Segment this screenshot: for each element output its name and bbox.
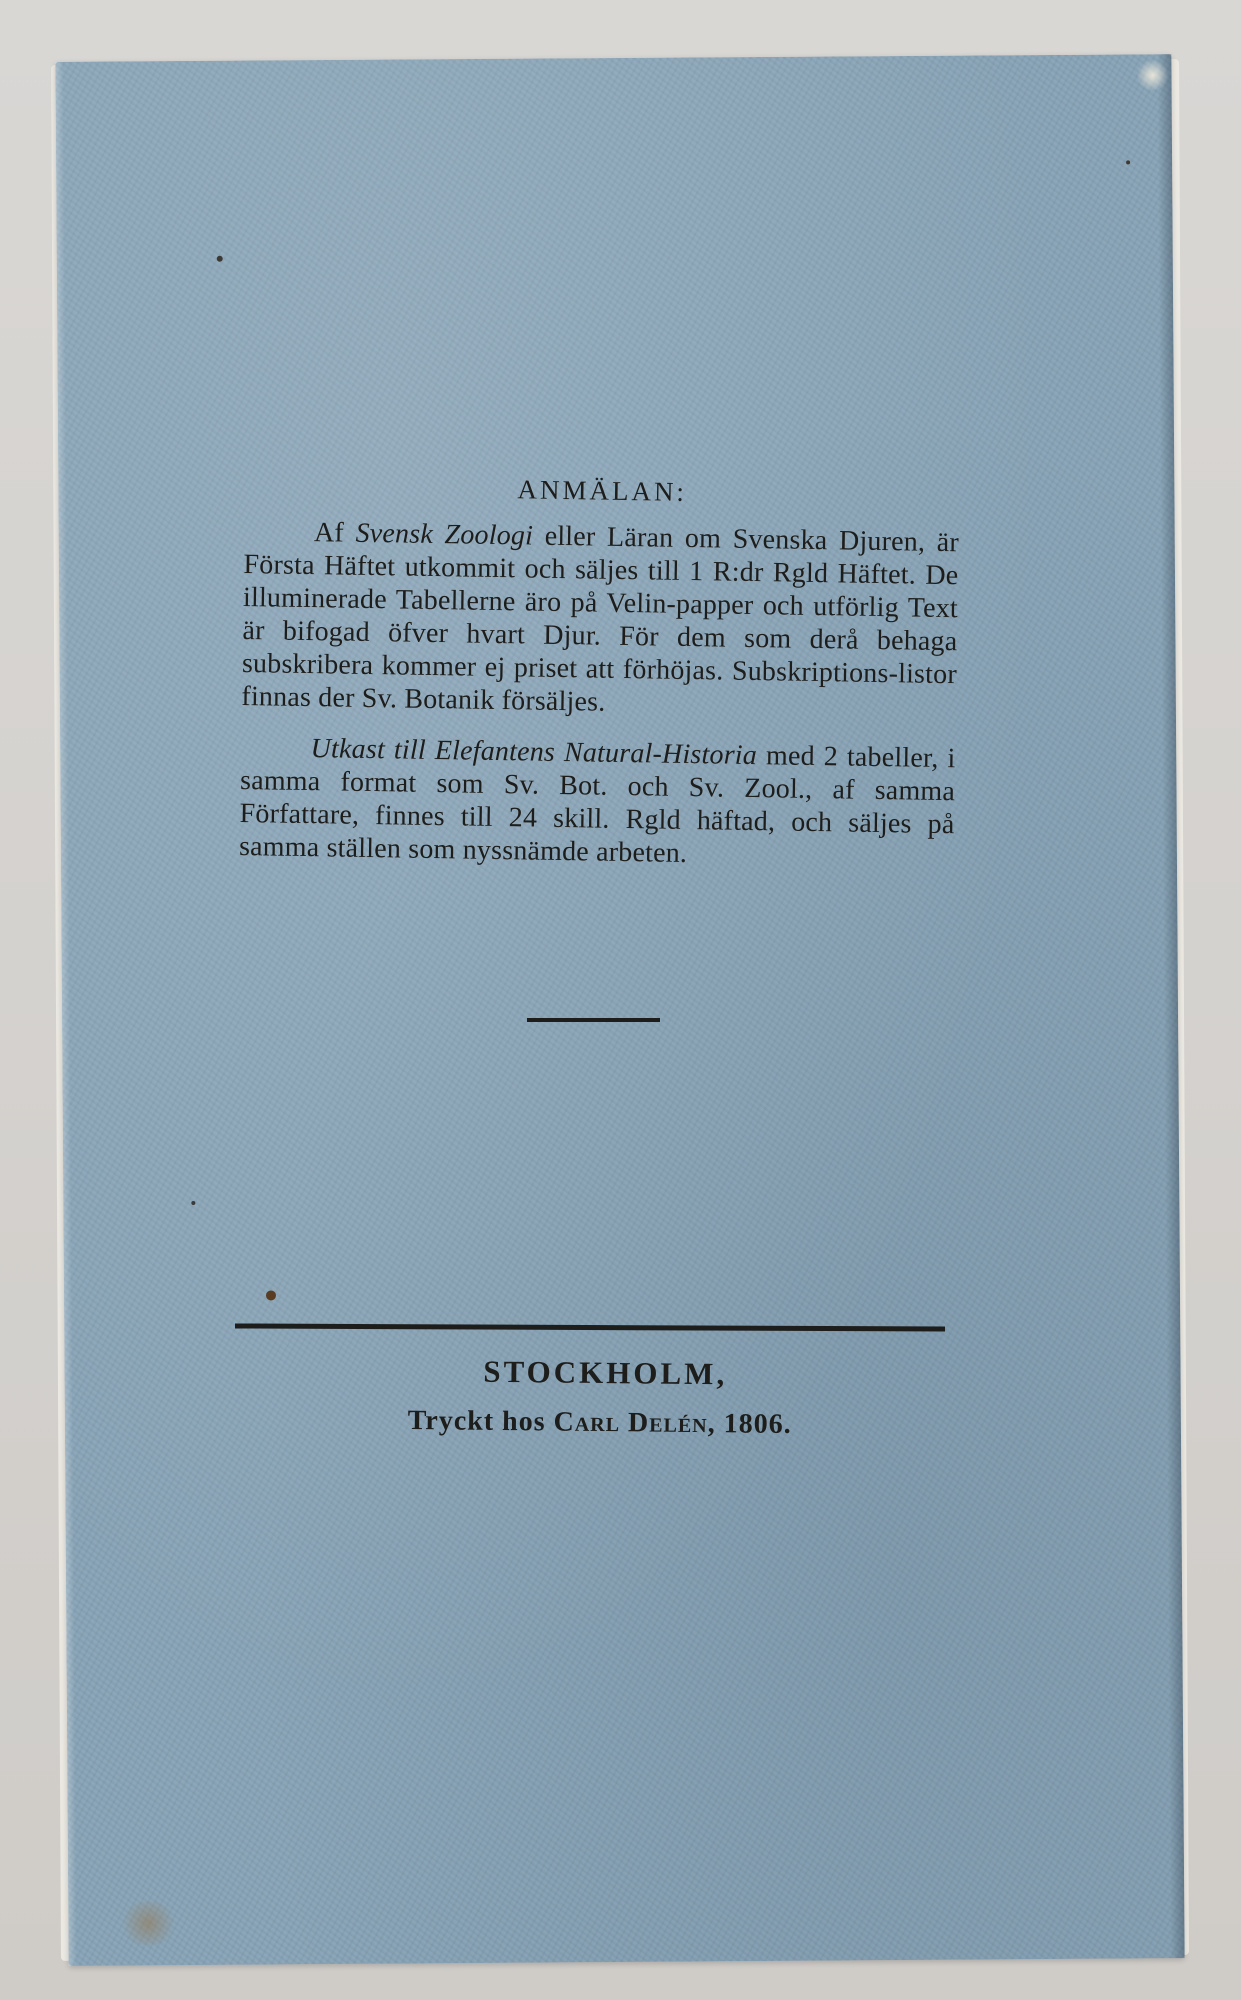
announcement-paragraph-zoologi: [241, 515, 959, 724]
imprint-year: , 1806.: [707, 1408, 792, 1441]
back-cover: [55, 54, 1184, 1966]
announcement-heading: ANMÄLAN:: [517, 474, 688, 507]
ink-speck: [1126, 160, 1130, 164]
imprint: [300, 1352, 901, 1442]
imprint-printer-name: Carl Delén: [553, 1406, 708, 1440]
ink-speck: [266, 1290, 276, 1300]
paragraph-body: med 2 tabeller, i samma format som Sv. Bot. och Sv. Zool., af samma Författare, finnes till 24 skill. Rgld häftad, och säljes på samma ställen som nyssnämde arbeten.: [238, 740, 956, 869]
stain-mark: [118, 1901, 178, 1945]
imprint-printer-line: [300, 1404, 900, 1442]
ink-speck: [191, 1201, 195, 1205]
paragraph-body: eller Läran om Svenska Djuren, är Första Häftet utkommit och säljes till 1 R:dr Rgld Häftet. De illuminerade Tabellerne äro på Velin-papper och utförlig Text är bifogad öfver hvart Djur. För dem som derå behaga subskribera kommer ej priset att förhöjas. Subskriptions-listor finnas der Sv. Botanik försäljes.: [241, 520, 960, 718]
imprint-prefix: Tryckt hos: [407, 1404, 554, 1438]
section-divider-short: [527, 1018, 660, 1022]
book-title-svensk-zoologi: Svensk Zoologi: [355, 517, 534, 552]
announcement-block: [239, 470, 960, 892]
stain-mark: [1135, 60, 1169, 90]
paragraph-lead: Af: [313, 517, 356, 549]
imprint-city: STOCKHOLM,: [483, 1353, 728, 1392]
announcement-paragraph-elefant: [239, 731, 956, 874]
book-title-elefantens: Utkast till Elefantens Natural-Historia: [310, 733, 758, 772]
ink-speck: [217, 256, 223, 262]
